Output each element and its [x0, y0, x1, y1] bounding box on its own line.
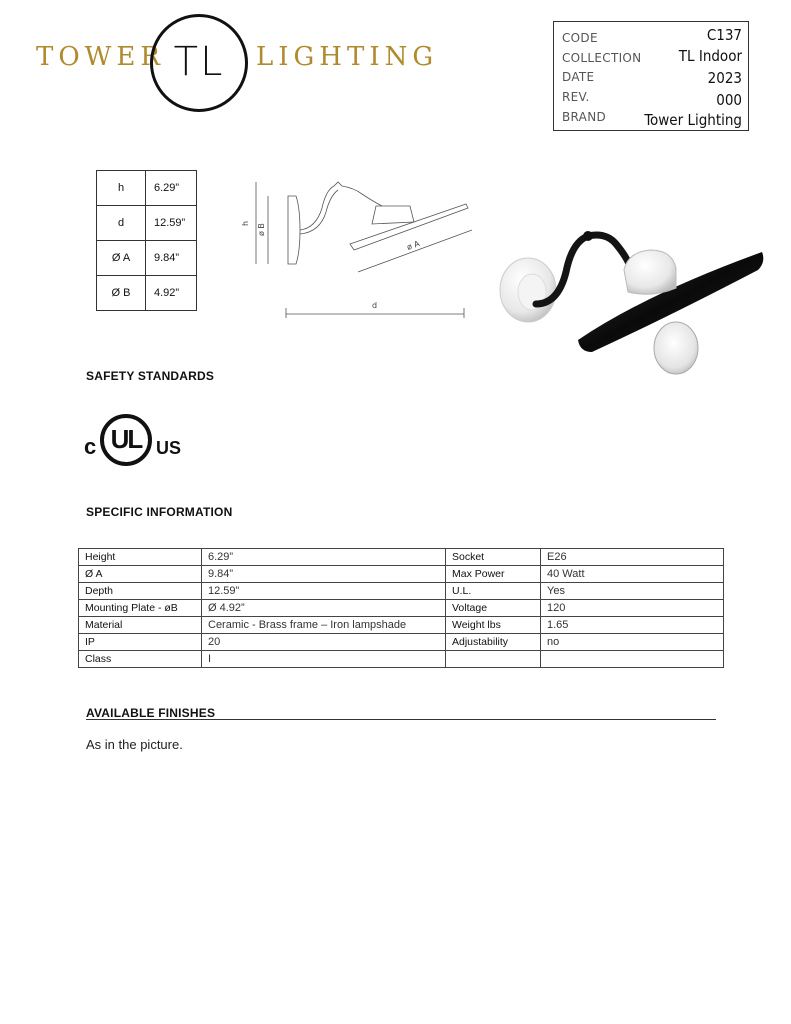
info-row-brand [554, 106, 748, 129]
table-row [97, 171, 197, 206]
safety-heading: SAFETY STANDARDS [86, 369, 215, 383]
spec-label: Socket [446, 549, 541, 566]
finishes-divider [86, 719, 716, 720]
spec-label: IP [79, 634, 202, 651]
spec-label: Mounting Plate - øB [79, 600, 202, 617]
finishes-heading: AVAILABLE FINISHES [86, 706, 216, 720]
drawing-arm-inner [300, 190, 338, 234]
info-value: TL Indoor [678, 47, 742, 65]
spec-value: 120 [541, 600, 724, 617]
info-value: 2023 [707, 69, 742, 87]
info-label: CODE [562, 31, 598, 45]
logo-word-left: TOWER [36, 42, 165, 72]
spec-value: 9.84” [202, 566, 446, 583]
table-row [79, 634, 724, 651]
spec-label: Max Power [446, 566, 541, 583]
table-row [79, 600, 724, 617]
label-d: d [372, 301, 378, 310]
info-value: Tower Lighting [644, 111, 742, 129]
table-row [79, 566, 724, 583]
logo-word-right: LIGHTING [256, 42, 439, 72]
dim-value: 12.59” [146, 206, 197, 241]
dim-value: 4.92” [146, 276, 197, 311]
table-row [97, 241, 197, 276]
dim-key: h [97, 171, 146, 206]
spec-label: Adjustability [446, 634, 541, 651]
spec-value: no [541, 634, 724, 651]
spec-value: 40 Watt [541, 566, 724, 583]
info-label: DATE [562, 70, 595, 84]
ul-mark-ul: UL [110, 424, 142, 454]
spec-table [78, 548, 724, 668]
logo-monogram: TL [173, 39, 225, 85]
spec-label: Voltage [446, 600, 541, 617]
table-row [79, 651, 724, 668]
drawing-arm [300, 182, 382, 230]
table-row [79, 583, 724, 600]
spec-label: Weight lbs [446, 617, 541, 634]
ul-mark-c: c [84, 434, 97, 459]
table-row [97, 276, 197, 311]
ul-mark-us: US [156, 438, 182, 458]
spec-label: Class [79, 651, 202, 668]
spec-value: 6.29” [202, 549, 446, 566]
spec-label: Ø A [79, 566, 202, 583]
label-b: ø B [257, 223, 266, 236]
dim-line-a [358, 230, 472, 272]
spec-value: E26 [541, 549, 724, 566]
spec-label: Material [79, 617, 202, 634]
info-row-rev [554, 86, 748, 109]
dim-key: Ø B [97, 276, 146, 311]
dim-value: 6.29” [146, 171, 197, 206]
spec-value: Ø 4.92” [202, 600, 446, 617]
dimensions-table [96, 170, 197, 311]
finishes-text: As in the picture. [86, 737, 183, 752]
info-row-date [554, 66, 748, 86]
technical-drawing [236, 168, 480, 320]
spec-value: 20 [202, 634, 446, 651]
spec-value: 1.65 [541, 617, 724, 634]
info-value: 000 [716, 91, 742, 109]
spec-label: Height [79, 549, 202, 566]
info-label: BRAND [562, 110, 607, 124]
drawing-wall-plate [288, 196, 300, 264]
dim-key: Ø A [97, 241, 146, 276]
label-a: ø A [405, 239, 421, 252]
photo-socket [624, 250, 676, 294]
info-label: COLLECTION [562, 51, 642, 65]
spec-value: I [202, 651, 446, 668]
spec-label [446, 651, 541, 668]
spec-value [541, 651, 724, 668]
info-value: C137 [706, 26, 742, 44]
product-photo [496, 222, 768, 382]
product-info-box [553, 21, 749, 131]
dim-key: d [97, 206, 146, 241]
table-row [79, 549, 724, 566]
logo-circle [150, 14, 248, 112]
table-row [97, 206, 197, 241]
specific-heading: SPECIFIC INFORMATION [86, 505, 233, 519]
info-row-collection [554, 46, 748, 66]
table-row [79, 617, 724, 634]
ul-mark [84, 412, 184, 472]
label-h: h [241, 220, 250, 226]
photo-bulb [654, 322, 698, 374]
dim-value: 9.84” [146, 241, 197, 276]
spec-value: 12.59” [202, 583, 446, 600]
spec-label: Depth [79, 583, 202, 600]
spec-value: Ceramic - Brass frame – Iron lampshade [202, 617, 446, 634]
drawing-socket [372, 206, 414, 224]
spec-value: Yes [541, 583, 724, 600]
info-label: REV. [562, 90, 590, 104]
spec-label: U.L. [446, 583, 541, 600]
info-row-code [554, 26, 748, 46]
ul-mark-circle [100, 414, 152, 466]
